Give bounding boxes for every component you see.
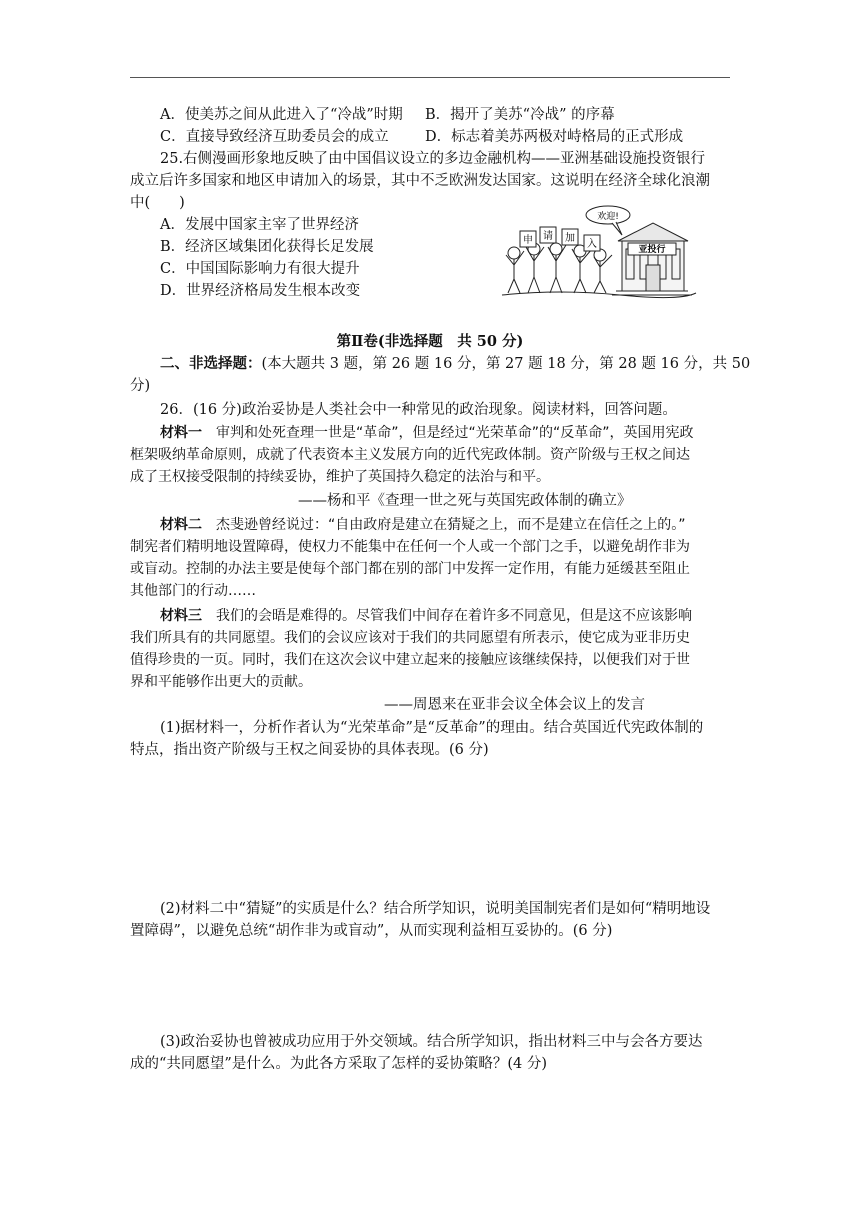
material-2-label: 材料二 <box>160 517 202 533</box>
q24-option-c: C．直接导致经济互助委员会的成立 <box>160 129 389 145</box>
q26-sub2-line1: (2)材料二中“猜疑”的实质是什么？结合所学知识，说明美国制宪者们是如何“精明地设 <box>160 901 711 917</box>
q26-sub2-line2: 置障碍”，以避免总统“胡作非为或盲动”，从而实现利益相互妥协的。(6 分) <box>130 923 613 939</box>
material-1-label: 材料一 <box>160 425 202 441</box>
material-1-line2: 框架吸纳革命原则，成就了代表资本主义发展方向的近代宪政体制。资产阶级与王权之间达 <box>130 447 690 463</box>
section-text-2: 分) <box>130 378 151 394</box>
q25-stem-line1: 25.右侧漫画形象地反映了由中国倡议设立的多边金融机构——亚洲基础设施投资银行 <box>160 151 706 167</box>
q26-sub3-line1: (3)政治妥协也曾被成功应用于外交领域。结合所学知识，指出材料三中与会各方要达 <box>160 1034 703 1050</box>
section-text: (本大题共 3 题，第 26 题 16 分，第 27 题 18 分，第 28 题 16 分，共 50 <box>261 356 751 372</box>
q26-sub1-line1: (1)据材料一，分析作者认为“光荣革命”是“反革命”的理由。结合英国近代宪政体制的 <box>160 720 704 736</box>
q25-stem-line2: 成立后许多国家和地区申请加入的场景，其中不乏欧洲发达国家。这说明在经济全球化浪潮 <box>130 173 710 189</box>
q25-option-a: A．发展中国家主宰了世界经济 <box>160 217 359 233</box>
q24-option-a: A．使美苏之间从此进入了“冷战”时期 <box>160 107 403 123</box>
q25-option-b: B．经济区域集团化获得长足发展 <box>160 239 374 255</box>
material-3-line3: 值得珍贵的一页。同时，我们在这次会议中建立起来的接触应该继续保持，以便我们对于世 <box>130 652 690 668</box>
q26-stem: 26．(16 分)政治妥协是人类社会中一种常见的政治现象。阅读材料，回答问题。 <box>160 402 677 418</box>
material-3-source: ——周恩来在亚非会议全体会议上的发言 <box>384 697 645 713</box>
material-3-line1 <box>130 605 730 627</box>
banner-char-3: 加 <box>565 233 575 244</box>
q24-option-b: B．揭开了美苏“冷战” 的序幕 <box>425 107 615 123</box>
cartoon-sign-text: 亚投行 <box>638 245 666 255</box>
material-2-line3: 或盲动。控制的办法主要是使每个部门都在别的部门中发挥一定作用，有能力延缓甚至阻止 <box>130 561 690 577</box>
q26-sub3-line2: 成的“共同愿望”是什么。为此各方采取了怎样的妥协策略？(4 分) <box>130 1056 547 1072</box>
q25-option-c: C．中国国际影响力有很大提升 <box>160 261 360 277</box>
part2-title: 第Ⅱ卷(非选择题 共 50 分) <box>336 333 524 350</box>
header-rule <box>130 77 730 78</box>
q24-option-d: D．标志着美苏两极对峙格局的正式形成 <box>425 129 684 145</box>
banner-char-2: 请 <box>543 231 553 242</box>
material-1-line3: 成了王权接受限制的持续妥协，维护了英国持久稳定的法治与和平。 <box>130 469 550 485</box>
q26-sub1-line2: 特点，指出资产阶级与王权之间妥协的具体表现。(6 分) <box>130 742 489 758</box>
material-1-line1 <box>130 422 730 444</box>
material-2-line1 <box>130 514 730 536</box>
material-3-line2: 我们所具有的共同愿望。我们的会议应该对于我们的共同愿望有所表示，使它成为亚非历史 <box>130 630 690 646</box>
material-3-text1: 我们的会晤是难得的。尽管我们中间存在着许多不同意见，但是这不应该影响 <box>202 608 692 624</box>
q25-stem-line3: 中( ) <box>130 195 185 211</box>
material-1-text1: 审判和处死查理一世是“革命”，但是经过“光荣革命”的“反革命”，英国用宪政 <box>202 425 694 441</box>
material-3-line4: 界和平能够作出更大的贡献。 <box>130 674 312 690</box>
material-2-line2: 制宪者们精明地设置障碍，使权力不能集中在任何一个人或一个部门之手，以避免胡作非为 <box>130 539 690 555</box>
aiib-cartoon <box>500 205 698 301</box>
material-2-text1: 杰斐逊曾经说过：“自由政府是建立在猜疑之上，而不是建立在信任之上的。” <box>202 517 686 533</box>
banner-char-4: 入 <box>587 239 597 250</box>
banner-char-1: 申 <box>523 235 533 246</box>
material-3-label: 材料三 <box>160 608 202 624</box>
material-2-line4: 其他部门的行动…… <box>130 583 256 599</box>
cartoon-bubble-text: 欢迎! <box>597 212 619 222</box>
material-1-source: ——杨和平《查理一世之死与英国宪政体制的确立》 <box>298 493 632 509</box>
section-label: 二、非选择题： <box>160 355 262 372</box>
q25-option-d: D．世界经济格局发生根本改变 <box>160 283 361 299</box>
section-heading <box>130 353 751 375</box>
